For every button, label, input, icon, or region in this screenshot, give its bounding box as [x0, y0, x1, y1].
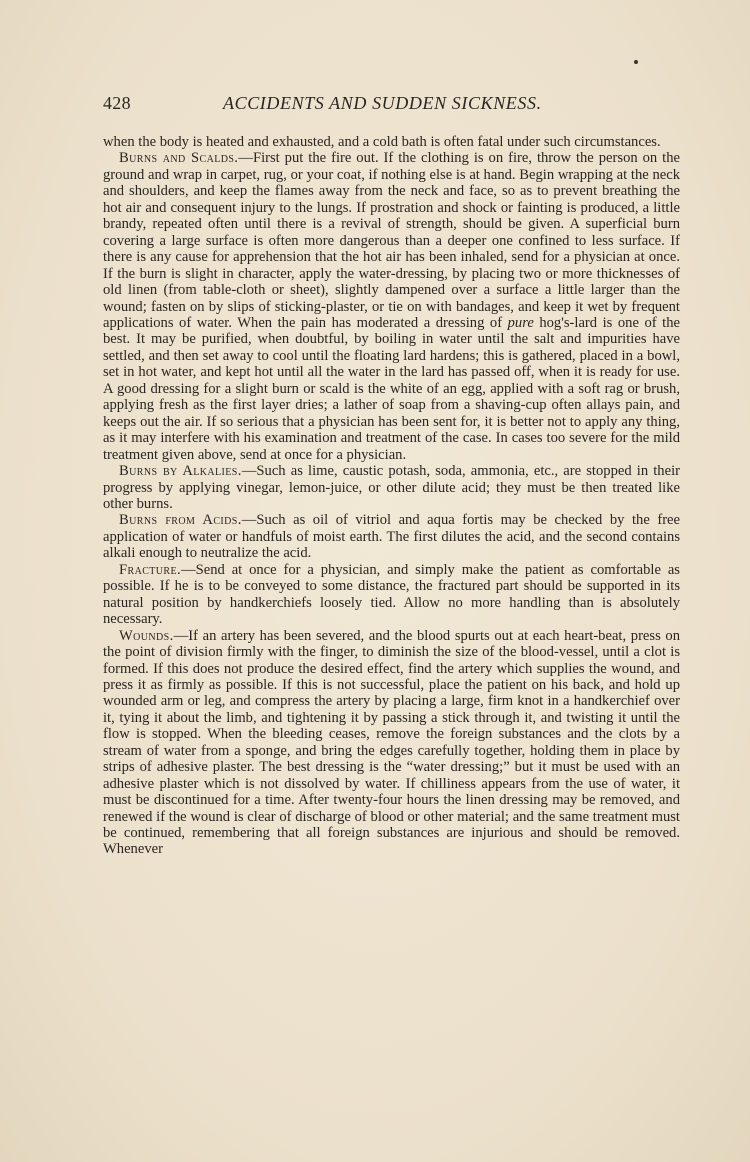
page-header [103, 93, 683, 117]
paragraph-text: —Such as lime, caustic potash, soda, ammonia, etc., are stopped in their progress by applying vinegar, lemon-juice, or other dilute acid; they must be then treated like other burns. [103, 463, 680, 512]
paragraph-text: —Send at once for a physician, and simply make the patient as comfortable as possible. If he is to be conveyed to some distance, the fractured part should be supported in its natural position by handkerchiefs loosely tied. Allow no more handling than is absolutely necessary. [103, 561, 680, 628]
section-heading: Burns and Scalds. [119, 150, 239, 167]
section-heading: Burns by Alkalies. [119, 463, 242, 480]
paragraph-burns-from-acids [103, 512, 680, 561]
ink-speck [634, 60, 638, 64]
paragraph-wounds [103, 628, 680, 858]
paragraph-text: —Such as oil of vitriol and aqua fortis may be checked by the free application of water or handfuls of moist earth. The first dilutes the acid, and the second contains alkali enough to neutralize the acid. [103, 512, 681, 562]
emphasis-text: pure [507, 314, 534, 331]
section-heading: Burns from Acids. [119, 512, 242, 529]
paragraph-fracture [103, 562, 680, 628]
section-heading: Wounds. [119, 627, 174, 644]
paragraph-text: —First put the fire out. If the clothing is on fire, throw the person on the ground and wrap in carpet, rug, or your coat, if nothing else is at hand. Begin wrapping at the neck and shoulders, and keep the flames away from the neck and face, so as to prevent breathing the hot air and consequent injury to the lungs. If prostration and shock or fainting is produced, a little brandy, repeated often until there is a revival of strength, should be given. A superficial burn covering a large surface is often more dangerous than a deeper one confined to less surface. If there is any cause for apprehension that the hot air has been inhaled, send for a physician at once. If the burn is slight in character, apply the water-dressing, by placing two or more thicknesses of old linen (from table-cloth or sheet), slightly dampened over a surface a little larger than the wound; fasten on by slips of sticking-plaster, or tie on with bandages, and keep it wet by frequent applications of water. When the pain has moderated a dressing of [103, 150, 681, 331]
paragraph-text: when the body is heated and exhausted, and a cold bath is often fatal under such circumstances. [103, 134, 661, 150]
page-number: 428 [103, 93, 131, 113]
paragraph-text: —If an artery has been severed, and the blood spurts out at each heart-beat, press on the point of division firmly with the finger, to diminish the size of the blood-vessel, until a clot is formed. If this does not produce the desired effect, find the artery which supplies the wound, and press it as firmly as possible. If this is not successful, place the patient on his back, and hold up wounded arm or leg, and compress the artery by placing a large, firm knot in a handkerchief over it, tying it about the limb, and tightening it by passing a stick through it, and twisting it until the flow is stopped. When the bleeding ceases, remove the foreign substances and the clots by a stream of water from a sponge, and bring the edges carefully together, holding them in place by strips of adhesive plaster. The best dressing is the “water dressing;” but it must be used with an adhesive plaster which is not dissolved by water. If chilliness appears from the use of water, it must be discontinued for a time. After twenty-four hours the linen dressing may be removed, and renewed if the wound is clear of discharge of blood or other material; and the same treatment must be continued, remembering that all foreign substances are injurious and should be removed. Whenever [103, 627, 680, 858]
body-text [103, 134, 680, 858]
paragraph-burns-and-scalds [103, 150, 680, 463]
paragraph-text: hog's-lard is one of the best. It may be purified, when doubtful, by boiling in water until the salt and impurities have settled, and then set away to cool until the floating lard hardens; this is gathered, placed in a bowl, set in hot water, and kept hot until all the water in the lard has passed off, when it is ready for use. A good dressing for a slight burn or scald is the white of an egg, applied with a soft rag or brush, applying fresh as the first layer dries; a lather of soap from a shaving-cup often allays pain, and keeps out the air. If so serious that a physician has been sent for, it is better not to apply any thing, as it may interfere with his examination and treatment of the case. In cases too severe for the mild treatment given above, send at once for a physician. [103, 314, 680, 463]
paragraph-intro [103, 134, 680, 150]
running-head: ACCIDENTS AND SUDDEN SICKNESS. [223, 93, 542, 113]
section-heading: Fracture. [119, 561, 182, 578]
paragraph-burns-by-alkalies [103, 463, 680, 512]
